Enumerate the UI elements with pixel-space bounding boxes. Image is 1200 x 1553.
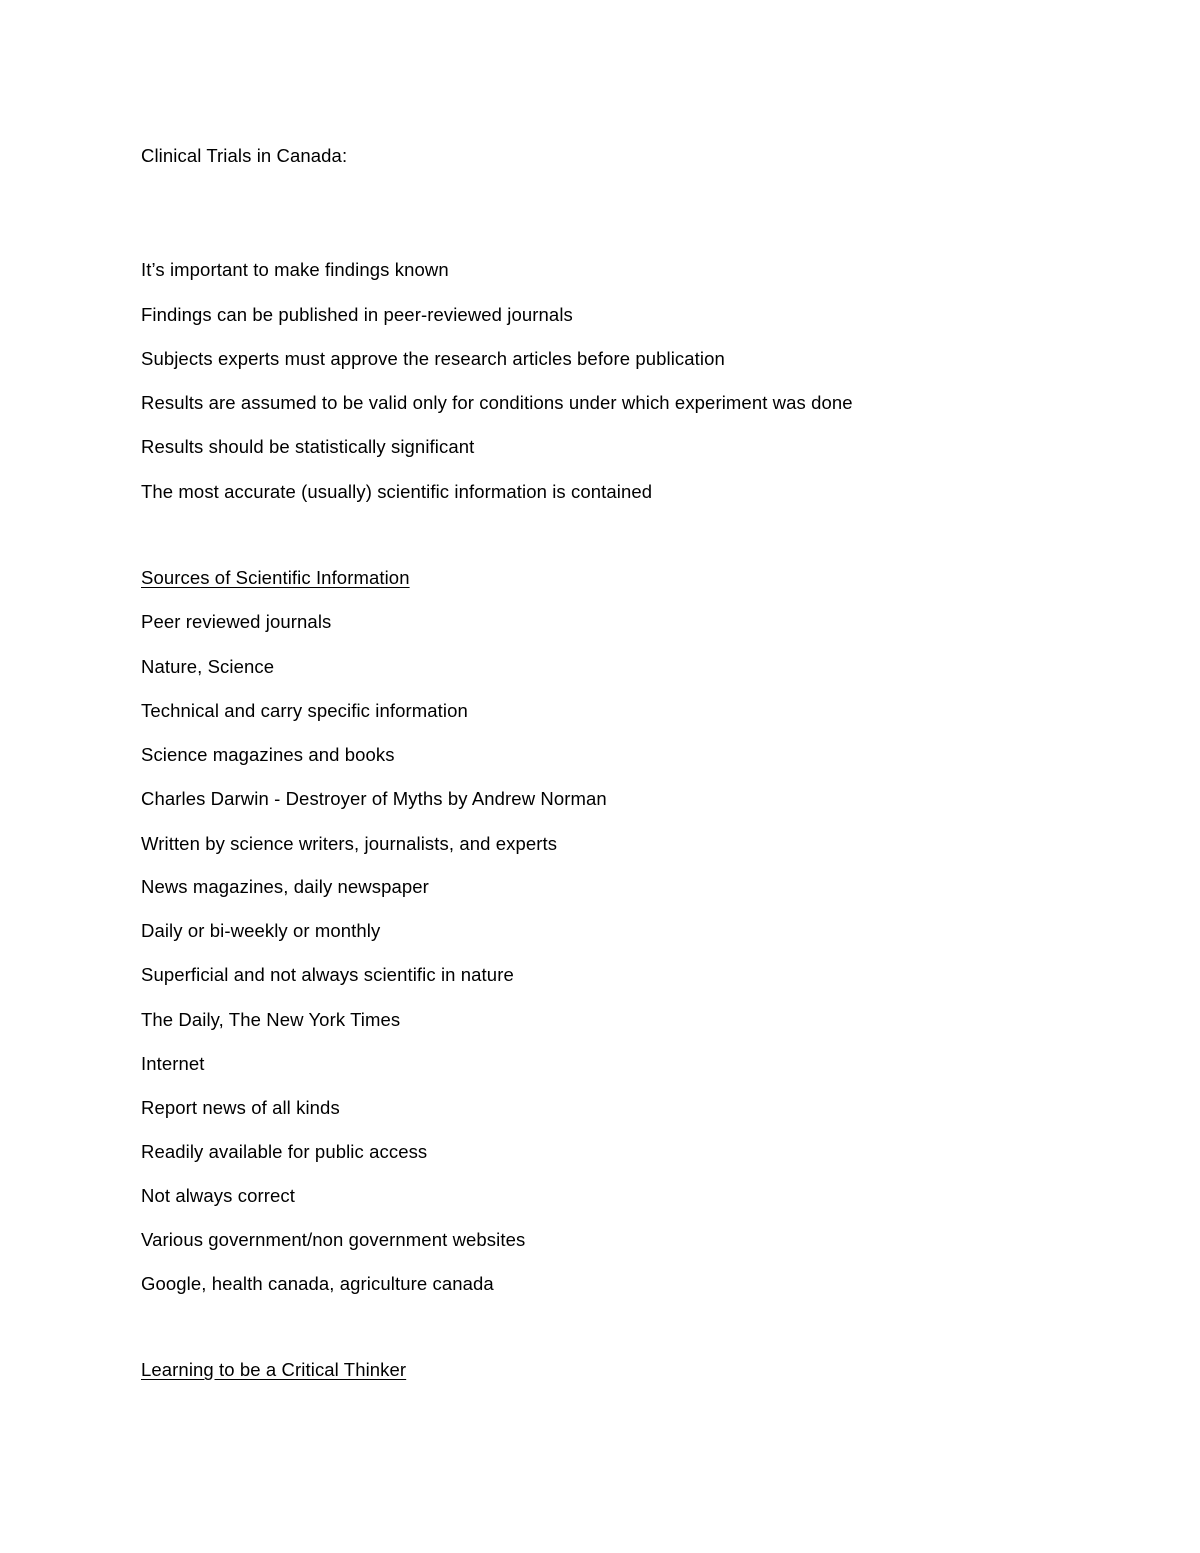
section-heading-sources: Sources of Scientific Information <box>141 567 410 588</box>
intro-line: Results are assumed to be valid only for conditions under which experiment was done <box>141 392 853 413</box>
sources-line: Nature, Science <box>141 656 275 677</box>
intro-line: Results should be statistically significant <box>141 436 475 457</box>
intro-line: It’s important to make findings known <box>141 259 449 280</box>
sources-line: Peer reviewed journals <box>141 611 332 632</box>
sources-line: Google, health canada, agriculture canada <box>141 1273 494 1294</box>
sources-line: Various government/non government websites <box>141 1229 526 1250</box>
intro-line: Subjects experts must approve the research articles before publication <box>141 348 725 369</box>
sources-line: Internet <box>141 1053 205 1074</box>
intro-line: The most accurate (usually) scientific information is contained <box>141 481 653 502</box>
document-title: Clinical Trials in Canada: <box>141 145 348 166</box>
sources-line: The Daily, The New York Times <box>141 1009 401 1030</box>
sources-line: Readily available for public access <box>141 1141 428 1162</box>
sources-line: Science magazines and books <box>141 744 395 765</box>
sources-line: Charles Darwin - Destroyer of Myths by Andrew Norman <box>141 788 607 809</box>
sources-line: Technical and carry specific information <box>141 700 468 721</box>
intro-line: Findings can be published in peer-reviewed journals <box>141 304 573 325</box>
sources-line: Daily or bi-weekly or monthly <box>141 920 381 941</box>
sources-line: Superficial and not always scientific in nature <box>141 964 514 985</box>
sources-line: Written by science writers, journalists, and experts <box>141 833 558 854</box>
section-heading-critical-thinker: Learning to be a Critical Thinker <box>141 1359 407 1380</box>
sources-line: News magazines, daily newspaper <box>141 876 429 897</box>
sources-line: Not always correct <box>141 1185 295 1206</box>
sources-line: Report news of all kinds <box>141 1097 340 1118</box>
